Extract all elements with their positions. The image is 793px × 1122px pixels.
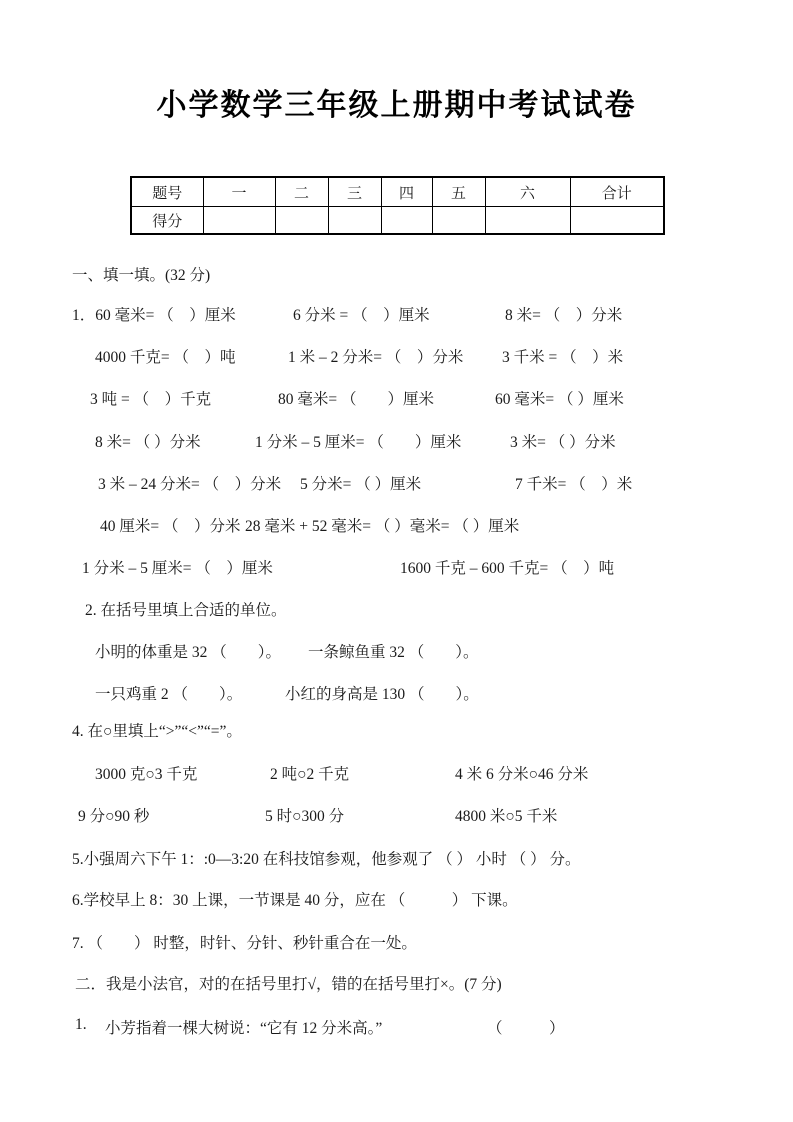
q2-heading-text: 2. 在括号里填上合适的单位。 [85, 602, 287, 619]
q2-blank: 一条鲸鱼重 32 （ ）。 [308, 644, 479, 661]
q2-row-2 [0, 682, 793, 708]
score-header-cell-6: 六 [485, 177, 570, 207]
section1-heading-text: 一、填一填。(32 分) [72, 267, 211, 284]
score-header-cell-5: 五 [432, 177, 485, 207]
score-cell [328, 207, 381, 235]
q4-compare-item: 5 时○300 分 [265, 808, 345, 825]
q4-compare-item: 4800 米○5 千米 [455, 808, 558, 825]
q4-row-1 [0, 762, 793, 788]
section2-q1-number: 1. [75, 1016, 87, 1033]
q2-blank: 小红的身高是 130 （ ）。 [285, 686, 479, 703]
q7-text: 7. （ ） 时整，时针、分针、秒针重合在一处。 [72, 935, 417, 952]
q1-blank: 8 米= （ ）分米 [95, 434, 201, 451]
q1-row-4 [0, 430, 793, 456]
score-table [130, 176, 665, 235]
q1-blank: 3 米 – 24 分米= （ ）分米 [98, 476, 282, 493]
q1-blank: 80 毫米= （ ）厘米 [278, 391, 434, 408]
q1-blank: 4000 千克= （ ）吨 [95, 349, 236, 366]
score-header-cell-label: 题号 [131, 177, 203, 207]
score-row-label: 得分 [131, 207, 203, 235]
score-header-cell-total: 合计 [570, 177, 664, 207]
section2-heading-text: 二．我是小法官，对的在括号里打√，错的在括号里打×。(7 分) [75, 976, 502, 993]
score-cell [203, 207, 275, 235]
q1-row-6 [0, 514, 793, 540]
q1-blank: 3 吨 = （ ）千克 [90, 391, 212, 408]
q1-blank: 6 分米 = （ ）厘米 [293, 307, 430, 324]
q1-row-7 [0, 556, 793, 582]
q1-row-2 [0, 345, 793, 371]
q2-blank: 一只鸡重 2 （ ）。 [95, 686, 243, 703]
q1-blank: 1600 千克 – 600 千克= （ ）吨 [400, 560, 615, 577]
section2-q1 [0, 1016, 793, 1042]
q2-heading [0, 598, 793, 624]
score-header-cell-4: 四 [381, 177, 432, 207]
q4-heading-text: 4. 在○里填上“>”“<”“=”。 [72, 723, 242, 740]
q1-blank: 28 毫米 + 52 毫米= （ ）毫米= （ ）厘米 [245, 518, 520, 535]
page-title: 小学数学三年级上册期中考试试卷 [156, 89, 637, 122]
q5-line [0, 847, 793, 873]
section2-heading [0, 972, 793, 998]
q1-blank: 1 分米 – 5 厘米= （ ）厘米 [255, 434, 462, 451]
q1-blank: 8 米= （ ）分米 [505, 307, 623, 324]
score-table-score-row [131, 207, 664, 235]
q1-blank: 1．60 毫米= （ ）厘米 [72, 307, 236, 324]
q4-compare-item: 9 分○90 秒 [78, 808, 150, 825]
q4-compare-item: 2 吨○2 千克 [270, 766, 350, 783]
q4-compare-item: 4 米 6 分米○46 分米 [455, 766, 589, 783]
score-cell [432, 207, 485, 235]
score-cell [381, 207, 432, 235]
q4-heading [0, 719, 793, 745]
q1-blank: 60 毫米= （ ）厘米 [495, 391, 624, 408]
q5-text: 5.小强周六下午 1：:0—3:20 在科技馆参观，他参观了 （ ） 小时 （ ） 分。 [72, 851, 581, 868]
q4-row-2 [0, 804, 793, 830]
section1-heading [0, 263, 793, 289]
q7-line [0, 931, 793, 957]
q1-row-3 [0, 387, 793, 413]
score-header-cell-1: 一 [203, 177, 275, 207]
q1-row-1 [0, 303, 793, 329]
score-cell [570, 207, 664, 235]
q1-blank: 3 米= （ ）分米 [510, 434, 616, 451]
section2-q1-text: 小芳指着一棵大树说：“它有 12 分米高。” [105, 1020, 383, 1037]
score-header-cell-3: 三 [328, 177, 381, 207]
q1-blank: 1 分米 – 5 厘米= （ ）厘米 [82, 560, 273, 577]
q2-blank: 小明的体重是 32 （ ）。 [95, 644, 282, 661]
section2-q1-answer-blank: （ ） [487, 1020, 565, 1037]
q1-blank: 3 千米 = （ ）米 [502, 349, 624, 366]
score-cell [275, 207, 328, 235]
q1-blank: 40 厘米= （ ）分米 [100, 518, 241, 535]
q1-blank: 5 分米= （ ）厘米 [300, 476, 422, 493]
score-cell [485, 207, 570, 235]
q1-blank: 1 米 – 2 分米= （ ）分米 [288, 349, 464, 366]
score-table-header-row [131, 177, 664, 207]
q6-line [0, 888, 793, 914]
score-header-cell-2: 二 [275, 177, 328, 207]
q4-compare-item: 3000 克○3 千克 [95, 766, 198, 783]
q1-blank: 7 千米= （ ）米 [515, 476, 633, 493]
q2-row-1 [0, 640, 793, 666]
q1-row-5 [0, 472, 793, 498]
q6-text: 6.学校早上 8：30 上课，一节课是 40 分，应在 （ ） 下课。 [72, 892, 518, 909]
